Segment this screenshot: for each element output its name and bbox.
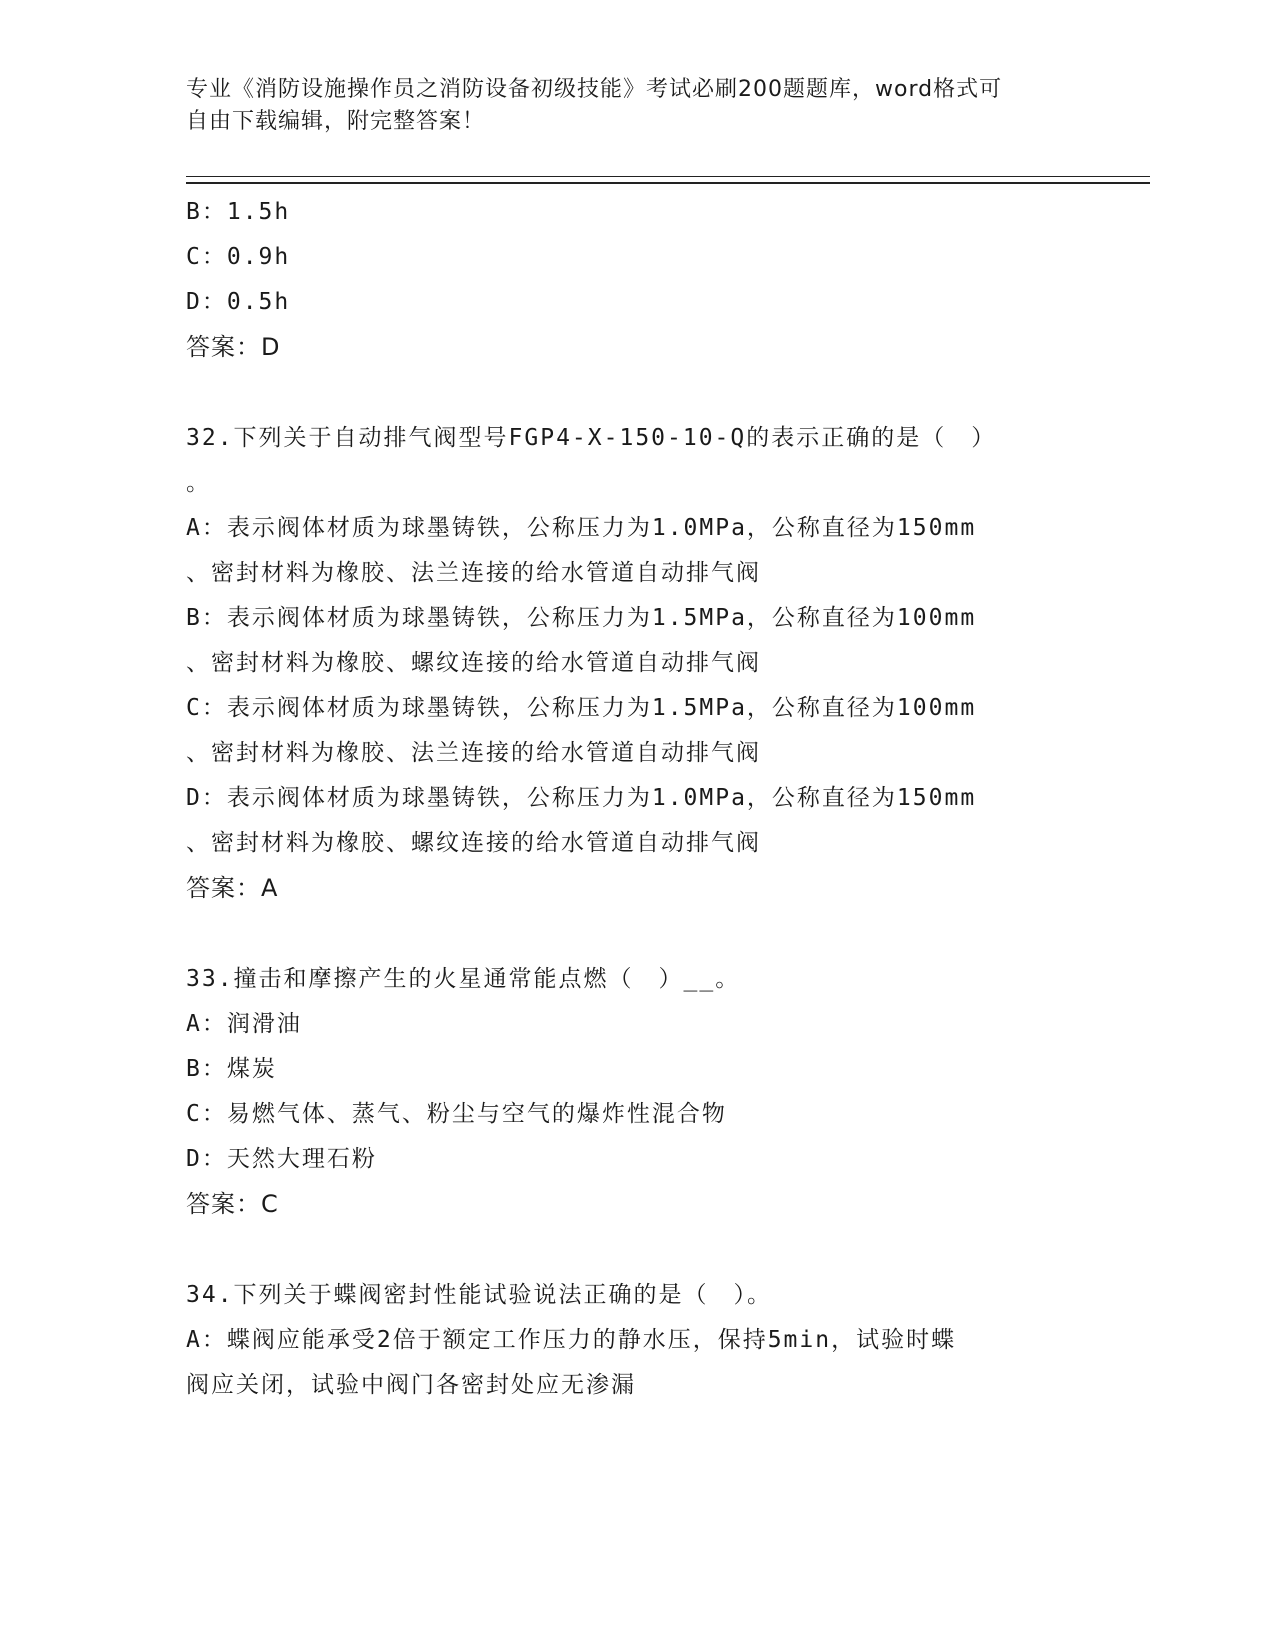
header-title-line-2: 自由下载编辑，附完整答案！ xyxy=(186,109,486,134)
option-b: B：煤炭 xyxy=(186,1056,277,1082)
answer-label: 答案：D xyxy=(186,333,281,361)
option-c: C：表示阀体材质为球墨铸铁，公称压力为1.5MPa，公称直径为100mm xyxy=(186,695,977,721)
question-spacer xyxy=(186,911,1106,957)
option-d-continued: 、密封材料为橡胶、螺纹连接的给水管道自动排气阀 xyxy=(186,830,761,856)
option-a: A：表示阀体材质为球墨铸铁，公称压力为1.0MPa，公称直径为150mm xyxy=(186,515,977,541)
option-a: A：润滑油 xyxy=(186,1011,302,1037)
question-33 xyxy=(186,957,1106,1227)
page-header xyxy=(186,74,1066,138)
question-stem: 34.下列关于蝶阀密封性能试验说法正确的是（ ）。 xyxy=(186,1282,773,1308)
option-a-continued: 阀应关闭，试验中阀门各密封处应无渗漏 xyxy=(186,1372,636,1398)
option-a: A：蝶阀应能承受2倍于额定工作压力的静水压，保持5min，试验时蝶 xyxy=(186,1327,957,1353)
question-list xyxy=(186,190,1106,1408)
header-divider xyxy=(186,176,1150,184)
question-34 xyxy=(186,1273,1106,1408)
question-spacer xyxy=(186,370,1106,416)
question-stem: 33.撞击和摩擦产生的火星通常能点燃（ ）__。 xyxy=(186,966,741,992)
option-c-continued: 、密封材料为橡胶、法兰连接的给水管道自动排气阀 xyxy=(186,740,761,766)
option-b-continued: 、密封材料为橡胶、螺纹连接的给水管道自动排气阀 xyxy=(186,650,761,676)
option-c: C：易燃气体、蒸气、粉尘与空气的爆炸性混合物 xyxy=(186,1101,727,1127)
option-c: C：0.9h xyxy=(186,244,291,270)
question-stem: 32.下列关于自动排气阀型号FGP4-X-150-10-Q的表示正确的是（ ） xyxy=(186,425,997,451)
question-32 xyxy=(186,416,1106,911)
option-a-continued: 、密封材料为橡胶、法兰连接的给水管道自动排气阀 xyxy=(186,560,761,586)
option-b: B：表示阀体材质为球墨铸铁，公称压力为1.5MPa，公称直径为100mm xyxy=(186,605,977,631)
option-b: B：1.5h xyxy=(186,199,291,225)
option-d: D：0.5h xyxy=(186,289,291,315)
header-title-line-1: 专业《消防设施操作员之消防设备初级技能》考试必刷200题题库，word格式可 xyxy=(186,77,1003,102)
answer-label: 答案：C xyxy=(186,1190,279,1218)
answer-label: 答案：A xyxy=(186,874,279,902)
question-31 xyxy=(186,190,1106,370)
option-d: D：表示阀体材质为球墨铸铁，公称压力为1.0MPa，公称直径为150mm xyxy=(186,785,977,811)
question-spacer xyxy=(186,1227,1106,1273)
option-d: D：天然大理石粉 xyxy=(186,1146,377,1172)
question-stem-continued: 。 xyxy=(186,470,211,496)
